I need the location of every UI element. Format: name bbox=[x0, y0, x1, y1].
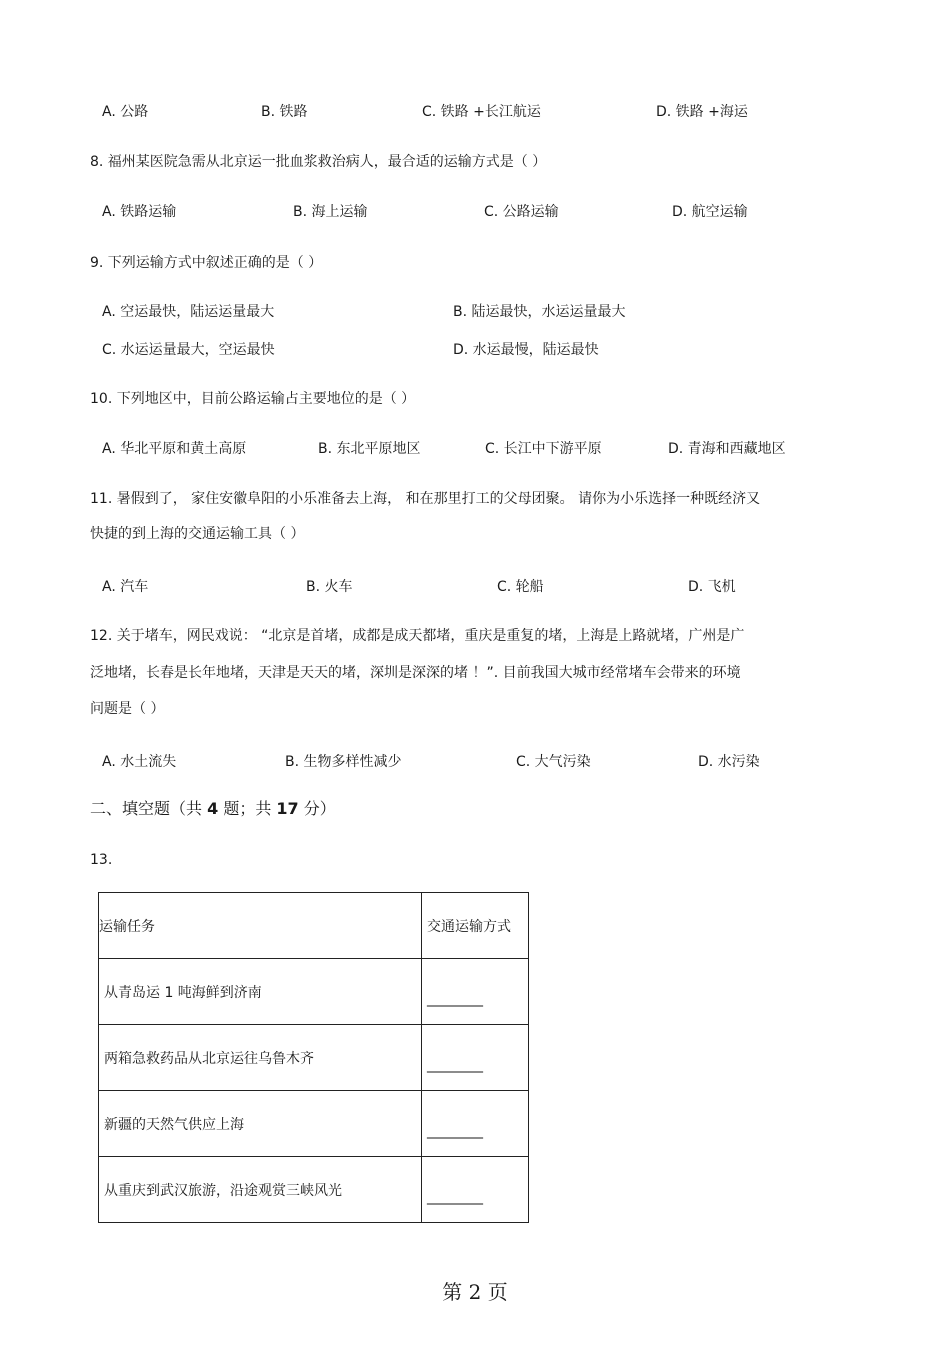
q10-option-d: D. 青海和西藏地区 bbox=[668, 441, 786, 457]
q11-stem-line2: 快捷的到上海的交通运输工具（ ） bbox=[90, 526, 305, 542]
q10-stem: 10. 下列地区中，目前公路运输占主要地位的是（ ） bbox=[90, 391, 416, 407]
table-header-row bbox=[99, 893, 529, 959]
answer-blank[interactable]: ________ bbox=[422, 1091, 529, 1157]
q12-option-a: A. 水土流失 bbox=[102, 754, 177, 770]
section-heading-prefix: 二、填空题（共 bbox=[90, 799, 208, 818]
section-question-count: 4 bbox=[207, 799, 219, 818]
q11-option-d: D. 飞机 bbox=[688, 579, 736, 595]
q10-option-b: B. 东北平原地区 bbox=[318, 441, 421, 457]
table-cell-task: 两箱急救药品从北京运往乌鲁木齐 bbox=[99, 1025, 422, 1091]
answer-blank[interactable]: ________ bbox=[422, 1157, 529, 1223]
q9-option-d: D. 水运最慢，陆运最快 bbox=[453, 342, 599, 358]
q11-stem-line1: 11. 暑假到了， 家住安徽阜阳的小乐准备去上海， 和在那里打工的父母团聚。 请你为小乐选择一种既经济又 bbox=[90, 491, 761, 507]
q12-option-c: C. 大气污染 bbox=[516, 754, 591, 770]
q8-option-a: A. 铁路运输 bbox=[102, 204, 177, 220]
q9-option-c: C. 水运运量最大，空运最快 bbox=[102, 342, 275, 358]
q13-number: 13. bbox=[90, 852, 113, 868]
page-number: 第 2 页 bbox=[442, 1280, 508, 1304]
table-cell-task: 从青岛运 1 吨海鲜到济南 bbox=[99, 959, 422, 1025]
q9-option-a: A. 空运最快，陆运运量最大 bbox=[102, 304, 275, 320]
table-header-method: 交通运输方式 bbox=[422, 893, 529, 959]
q8-option-b: B. 海上运输 bbox=[293, 204, 368, 220]
q11-option-a: A. 汽车 bbox=[102, 579, 149, 595]
q9-option-b: B. 陆运最快，水运运量最大 bbox=[453, 304, 626, 320]
q7-option-b: B. 铁路 bbox=[261, 104, 308, 120]
table-cell-task: 新疆的天然气供应上海 bbox=[99, 1091, 422, 1157]
q12-stem-line1: 12. 关于堵车，网民戏说： “北京是首堵，成都是成天都堵，重庆是重复的堵，上海是上路就堵，广州是广 bbox=[90, 628, 745, 644]
table-row bbox=[99, 1157, 529, 1223]
q12-stem-line3: 问题是（ ） bbox=[90, 701, 165, 717]
q7-option-a: A. 公路 bbox=[102, 104, 149, 120]
table-row bbox=[99, 1025, 529, 1091]
q10-option-a: A. 华北平原和黄土高原 bbox=[102, 441, 247, 457]
table-header-task: 运输任务 bbox=[99, 893, 422, 959]
q10-option-c: C. 长江中下游平原 bbox=[485, 441, 602, 457]
q11-option-b: B. 火车 bbox=[306, 579, 353, 595]
q7-option-c: C. 铁路 +长江航运 bbox=[422, 104, 541, 120]
table-row bbox=[99, 1091, 529, 1157]
q8-option-c: C. 公路运输 bbox=[484, 204, 559, 220]
q8-option-d: D. 航空运输 bbox=[672, 204, 748, 220]
section-heading-suffix: 分） bbox=[298, 799, 336, 818]
q11-option-c: C. 轮船 bbox=[497, 579, 544, 595]
q8-stem: 8. 福州某医院急需从北京运一批血浆救治病人，最合适的运输方式是（ ） bbox=[90, 154, 547, 170]
q7-option-d: D. 铁路 +海运 bbox=[656, 104, 748, 120]
section-score: 17 bbox=[276, 799, 299, 818]
table-cell-task: 从重庆到武汉旅游，沿途观赏三峡风光 bbox=[99, 1157, 422, 1223]
answer-blank[interactable]: ________ bbox=[422, 1025, 529, 1091]
section-heading-mid: 题；共 bbox=[218, 799, 277, 818]
answer-blank[interactable]: ________ bbox=[422, 959, 529, 1025]
q12-option-b: B. 生物多样性减少 bbox=[285, 754, 402, 770]
q9-stem: 9. 下列运输方式中叙述正确的是（ ） bbox=[90, 255, 323, 271]
q12-stem-line2: 泛地堵，长春是长年地堵，天津是天天的堵，深圳是深深的堵 ！”. 目前我国大城市经常堵车会带来的环境 bbox=[90, 665, 741, 681]
table-row bbox=[99, 959, 529, 1025]
q13-table bbox=[98, 892, 529, 1223]
section-heading bbox=[90, 800, 336, 818]
q12-option-d: D. 水污染 bbox=[698, 754, 760, 770]
